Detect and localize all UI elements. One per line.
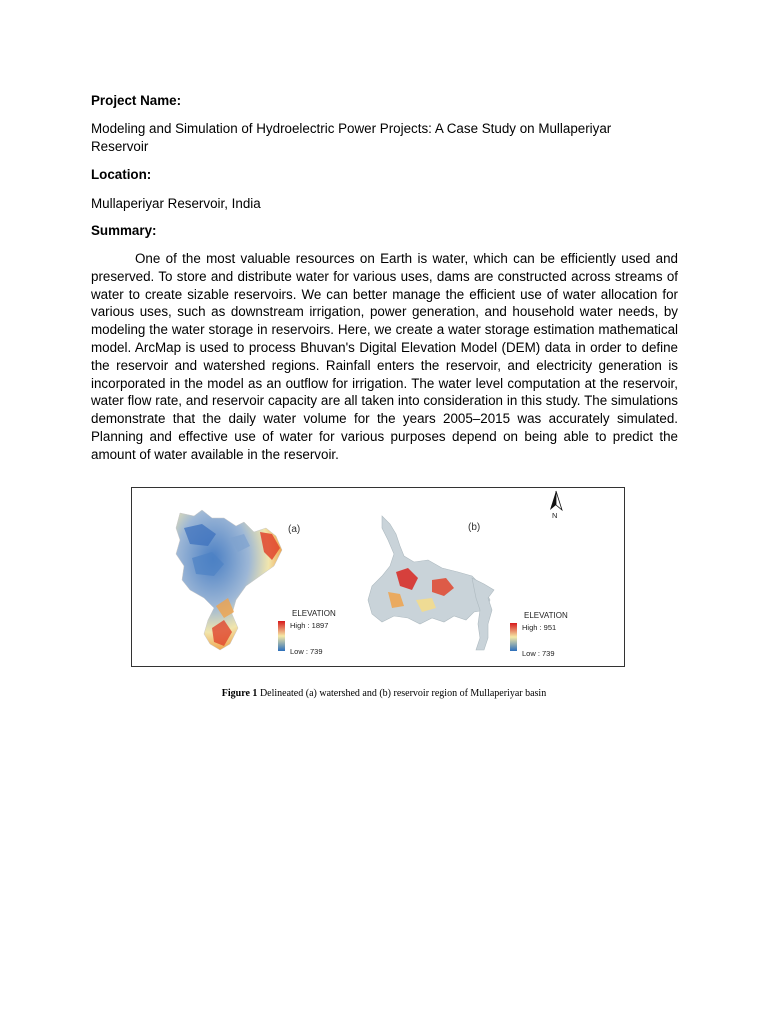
legend-b-ramp xyxy=(510,623,517,651)
location-heading: Location: xyxy=(91,167,152,182)
legend-b xyxy=(510,611,568,658)
location-text: Mullaperiyar Reservoir, India xyxy=(91,196,261,211)
legend-a-ramp xyxy=(278,621,285,651)
legend-a-high: High : 1897 xyxy=(290,621,329,630)
figure-frame xyxy=(131,487,625,667)
panel-b-label: (b) xyxy=(468,522,481,533)
summary-heading: Summary: xyxy=(91,223,157,238)
figure-caption-text: Delineated (a) watershed and (b) reservoir region of Mullaperiyar basin xyxy=(257,688,547,699)
panel-a-label: (a) xyxy=(288,524,301,535)
project-name: Modeling and Simulation of Hydroelectric Power Projects: A Case Study on Mullaperiyar Reservoir xyxy=(91,121,612,154)
legend-a xyxy=(278,609,336,656)
figure-maps xyxy=(132,488,624,666)
legend-a-title: ELEVATION xyxy=(292,609,336,618)
watershed-map xyxy=(176,510,282,650)
legend-b-high: High : 951 xyxy=(522,623,557,632)
summary-paragraph: One of the most valuable resources on Earth is water, which can be efficiently used and preserved. To store and distribute water for various uses, dams are constructed across streams of water to create sizable reservoirs. We can better manage the efficient use of water allocation for various uses, such as downstream irrigation, power generation, and household water needs, by modeling the water storage in reservoirs. Here, we create a water storage estimation mathematical model. ArcMap is used to process Bhuvan's Digital Elevation Model (DEM) data in order to define the reservoir and watershed regions. Rainfall enters the reservoir, and electricity generation is incorporated in the model as an outflow for irrigation. The water level computation at the reservoir, water flow rate, and reservoir capacity are all taken into consideration in this study. The simulations demonstrate that the daily water volume for the years 2005–2015 was accurately simulated. Planning and effective use of water for various purposes depend on being able to predict the amount of water available in the reservoir. xyxy=(91,251,678,462)
legend-a-low: Low : 739 xyxy=(290,647,323,656)
legend-b-low: Low : 739 xyxy=(522,649,555,658)
north-label: N xyxy=(552,511,558,520)
reservoir-map xyxy=(368,516,494,650)
legend-b-title: ELEVATION xyxy=(524,611,568,620)
figure-caption-label: Figure 1 xyxy=(221,688,258,699)
north-arrow-icon xyxy=(550,491,562,520)
figure-caption xyxy=(0,688,768,699)
project-name-heading: Project Name: xyxy=(91,93,182,108)
